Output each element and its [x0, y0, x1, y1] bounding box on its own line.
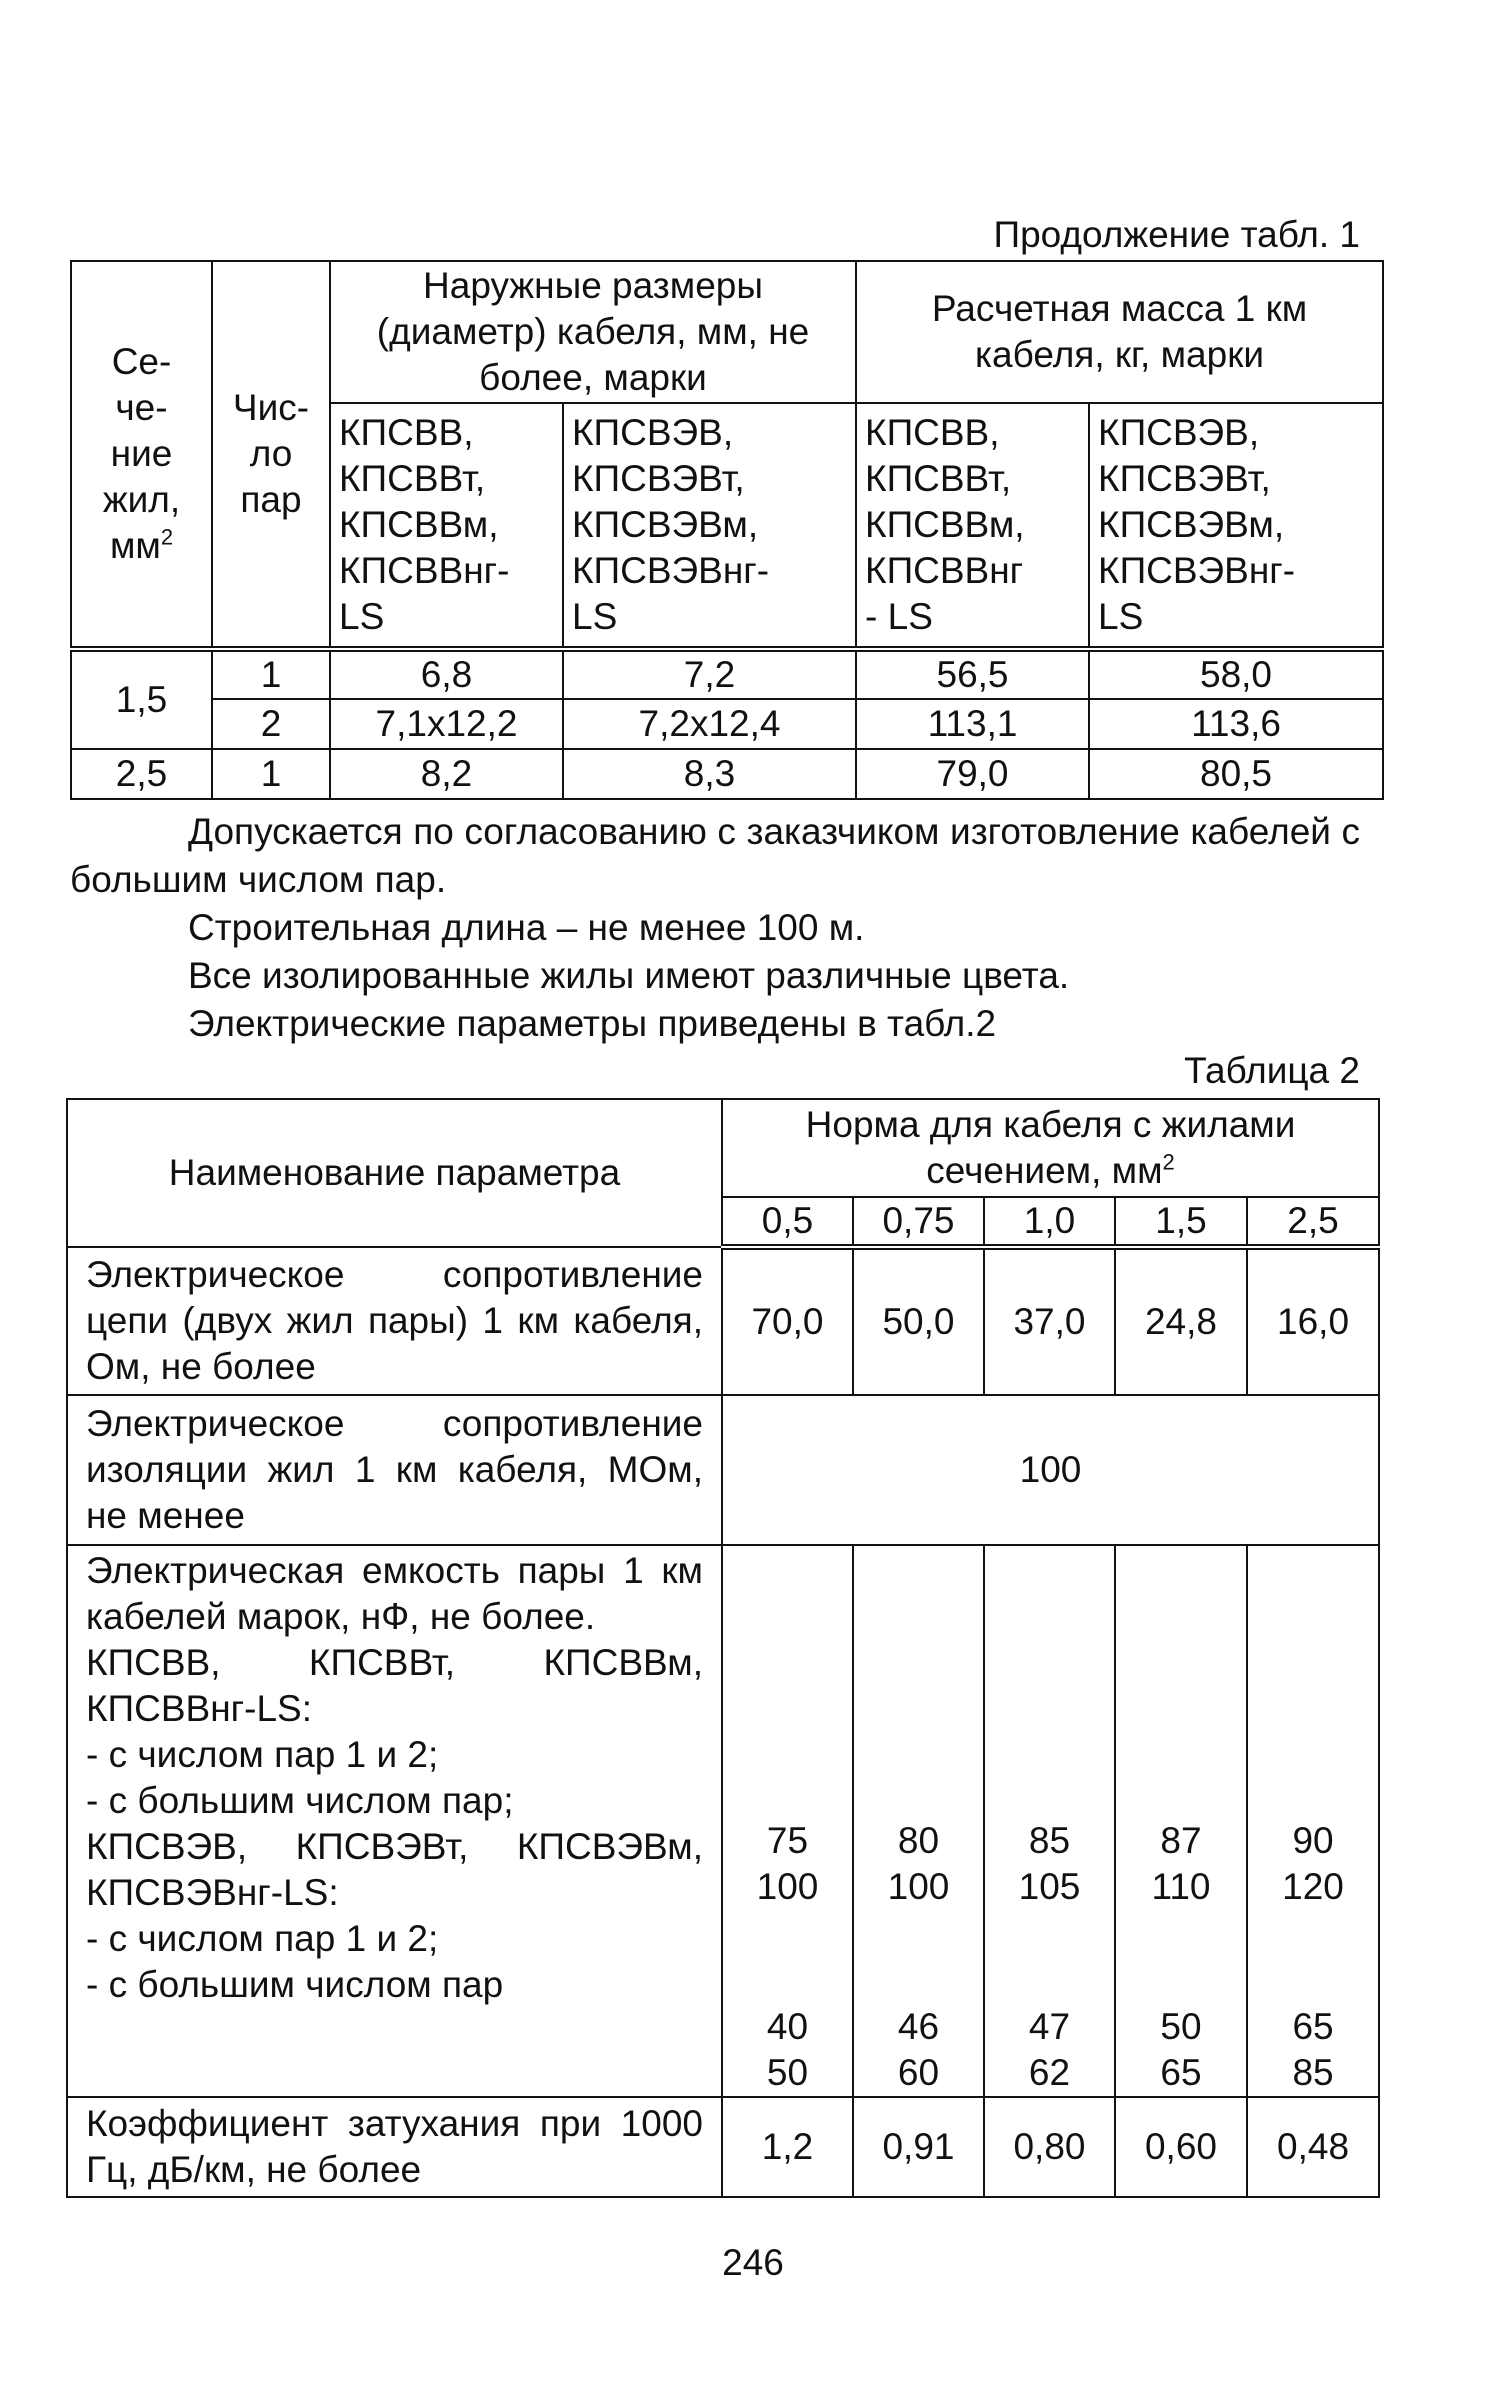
table1-cell-mass-b: 58,0 [1089, 649, 1383, 699]
table1-brand-dims-b: КПСВЭВ, КПСВЭВт, КПСВЭВм, КПСВЭВнг- LS [563, 403, 856, 649]
table-row [71, 749, 1383, 799]
table2-value-cell: 24,8 [1115, 1247, 1247, 1395]
capacitance-value: 105 [1018, 1866, 1081, 1907]
capacitance-value: 120 [1282, 1866, 1344, 1907]
table2-label-insulation: Электрическое сопротивление изоляции жил 1 км кабеля, МОм, не менее [67, 1395, 722, 1545]
table2-section-header: 0,5 [722, 1197, 853, 1247]
table1-cell-dim-a: 7,1x12,2 [330, 699, 563, 749]
capacitance-value: 40 [766, 2006, 809, 2047]
body-text [70, 808, 1360, 1048]
table1-header-cross-text: Се- че- ние жил, мм [102, 341, 181, 566]
table1-header-dimensions: Наружные размеры (диаметр) кабеля, мм, не более, марки [330, 261, 856, 403]
table1-cell-mass-a: 79,0 [856, 749, 1089, 799]
table-row [67, 1545, 1379, 2097]
table1-cell-section: 2,5 [71, 749, 212, 799]
capacitance-value: 87 [1160, 1820, 1202, 1861]
table1 [70, 260, 1384, 800]
paragraph: Электрические параметры приведены в табл.2 [188, 1003, 997, 1044]
table-row [71, 699, 1383, 749]
table2-value-cell: 0,48 [1247, 2097, 1379, 2197]
table1-cell-dim-b: 7,2x12,4 [563, 699, 856, 749]
capacitance-value: 46 [897, 2006, 940, 2047]
table2 [66, 1098, 1380, 2198]
table1-header-cross-section [71, 261, 212, 649]
table2-label-capacitance [67, 1545, 722, 2097]
table2-section-header: 0,75 [853, 1197, 984, 1247]
table2-header-norm [722, 1099, 1379, 1197]
table1-header-cross-sup: 2 [160, 524, 174, 550]
table1-cell-mass-b: 113,6 [1089, 699, 1383, 749]
table2-header-param: Наименование параметра [67, 1099, 722, 1247]
table1-cell-dim-b: 7,2 [563, 649, 856, 699]
table1-header-pairs: Чис- ло пар [212, 261, 330, 649]
table1-cell-pairs: 1 [212, 649, 330, 699]
table1-cell-section: 1,5 [71, 649, 212, 749]
table2-value-cell: 70,0 [722, 1247, 853, 1395]
table1-brand-mass-b: КПСВЭВ, КПСВЭВт, КПСВЭВм, КПСВЭВнг- LS [1089, 403, 1383, 649]
page-number: 246 [722, 2242, 784, 2283]
table2-label-resistance: Электрическое сопротивление цепи (двух жил пары) 1 км кабеля, Ом, не более [67, 1247, 722, 1395]
capacitance-brands-1: КПСВВ, КПСВВт, КПСВВм, КПСВВнг-LS: [86, 1642, 703, 1729]
capacitance-brands-2: КПСВЭВ, КПСВЭВт, КПСВЭВм, КПСВЭВнг-LS: [86, 1826, 703, 1913]
capacitance-value: 47 [1028, 2006, 1071, 2047]
table2-value-cell: 0,91 [853, 2097, 984, 2197]
table1-cell-pairs: 1 [212, 749, 330, 799]
capacitance-item: - с числом пар 1 и 2; [86, 1918, 439, 1959]
table-row [67, 1247, 1379, 1395]
table2-value-cell: 0,80 [984, 2097, 1115, 2197]
capacitance-value: 65 [1292, 2006, 1334, 2047]
capacitance-value: 90 [1292, 1820, 1334, 1861]
capacitance-item: - с числом пар 1 и 2; [86, 1734, 439, 1775]
paragraph: Строительная длина – не менее 100 м. [188, 907, 865, 948]
table2-section-header: 1,0 [984, 1197, 1115, 1247]
capacitance-value: 50 [1160, 2006, 1202, 2047]
table2-value-cell [1115, 1545, 1247, 2097]
table2-value-cell [722, 1545, 853, 2097]
table1-cell-mass-a: 113,1 [856, 699, 1089, 749]
table2-value-cell: 1,2 [722, 2097, 853, 2197]
table-row [71, 649, 1383, 699]
table2-value-cell: 100 [722, 1395, 1379, 1545]
capacitance-value: 110 [1151, 1866, 1211, 1907]
table1-brand-mass-a: КПСВВ, КПСВВт, КПСВВм, КПСВВнг - LS [856, 403, 1089, 649]
table1-brand-dims-a: КПСВВ, КПСВВт, КПСВВм, КПСВВнг- LS [330, 403, 563, 649]
table2-value-cell: 50,0 [853, 1247, 984, 1395]
capacitance-value: 75 [766, 1820, 809, 1861]
table1-caption: Продолжение табл. 1 [993, 214, 1360, 255]
table2-header-norm-text: Норма для кабеля с жилами сечением, мм [805, 1104, 1296, 1191]
capacitance-value: 100 [887, 1866, 950, 1907]
table2-value-cell: 0,60 [1115, 2097, 1247, 2197]
capacitance-value: 85 [1028, 1820, 1071, 1861]
capacitance-value: 80 [897, 1820, 940, 1861]
table1-cell-dim-a: 6,8 [330, 649, 563, 699]
paragraph: Допускается по согласованию с заказчиком изготовление кабелей с большим числом пар. [70, 811, 1360, 900]
table2-value-cell [853, 1545, 984, 2097]
capacitance-value: 85 [1292, 2052, 1334, 2093]
table2-value-cell [1247, 1545, 1379, 2097]
table-row [67, 2097, 1379, 2197]
table1-cell-pairs: 2 [212, 699, 330, 749]
capacitance-intro: Электрическая емкость пары 1 км кабелей марок, нФ, не более. [86, 1550, 703, 1637]
paragraph: Все изолированные жилы имеют различные цвета. [188, 955, 1070, 996]
table1-cell-dim-a: 8,2 [330, 749, 563, 799]
table2-value-cell: 16,0 [1247, 1247, 1379, 1395]
table1-cell-dim-b: 8,3 [563, 749, 856, 799]
capacitance-item: - с большим числом пар; [86, 1780, 514, 1821]
table1-cell-mass-a: 56,5 [856, 649, 1089, 699]
table-row [67, 1395, 1379, 1545]
table2-value-cell: 37,0 [984, 1247, 1115, 1395]
capacitance-item: - с большим числом пар [86, 1964, 504, 2005]
capacitance-value: 60 [897, 2052, 940, 2093]
table2-section-header: 2,5 [1247, 1197, 1379, 1247]
capacitance-value: 50 [766, 2052, 809, 2093]
capacitance-value: 100 [756, 1866, 819, 1907]
table2-section-header: 1,5 [1115, 1197, 1247, 1247]
table1-header-mass: Расчетная масса 1 км кабеля, кг, марки [856, 261, 1383, 403]
table2-label-attenuation: Коэффициент затухания при 1000 Гц, дБ/км, не более [67, 2097, 722, 2197]
table1-cell-mass-b: 80,5 [1089, 749, 1383, 799]
table2-value-cell [984, 1545, 1115, 2097]
capacitance-value: 65 [1160, 2052, 1202, 2093]
capacitance-value: 62 [1028, 2052, 1071, 2093]
table2-caption: Таблица 2 [1184, 1050, 1360, 1091]
table2-header-norm-sup: 2 [1162, 1149, 1175, 1175]
